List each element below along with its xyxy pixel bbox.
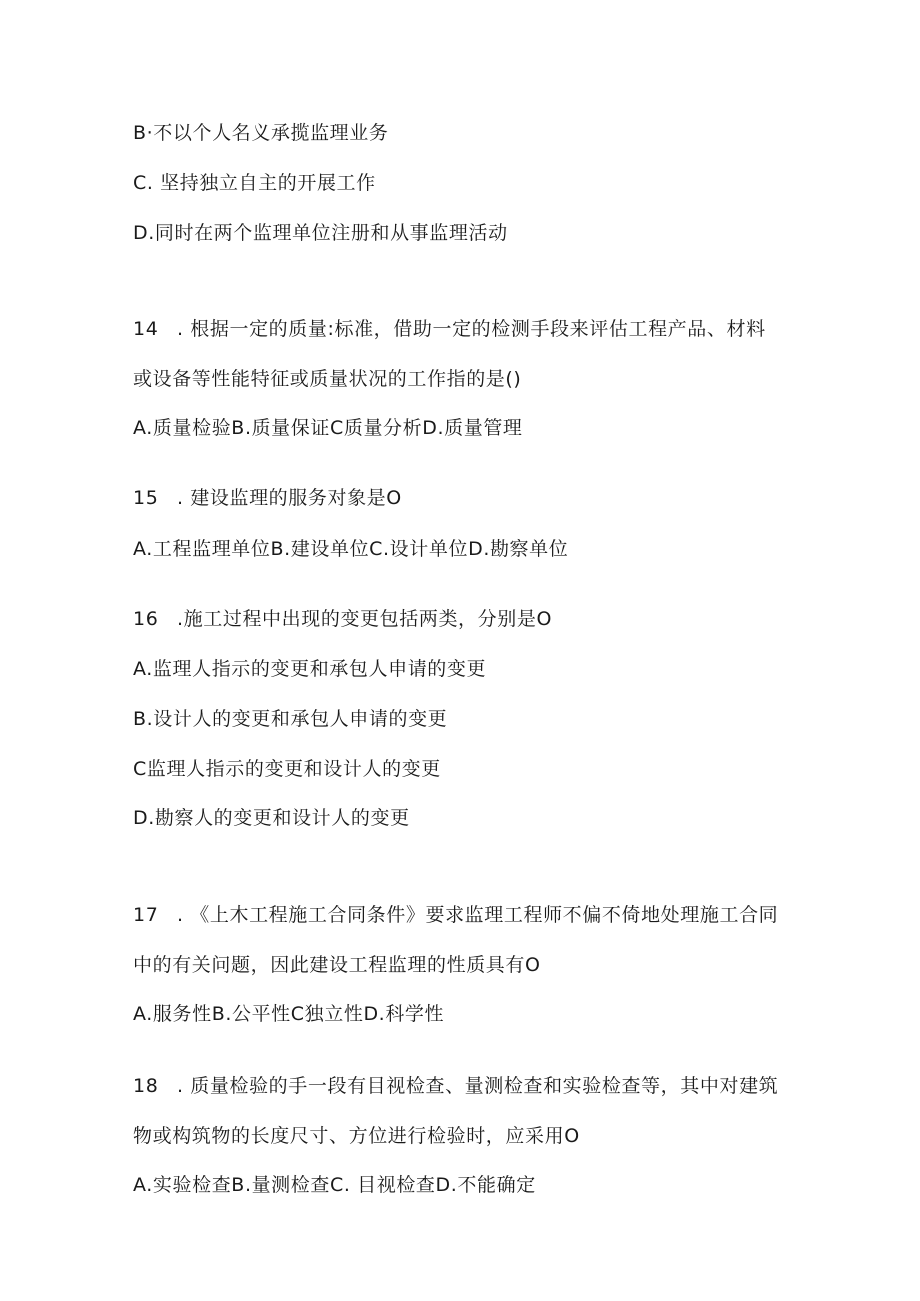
q13-option-b: B·不以个人名义承揽监理业务 (133, 122, 389, 144)
q14-options: A.质量检验B.质量保证C质量分析D.质量管理 (133, 417, 523, 439)
q14-number: 14 (133, 318, 159, 340)
q17-stem-text-1: . 《上木工程施工合同条件》要求监理工程师不偏不倚地处理施工合同 (177, 904, 779, 926)
q17-stem-line2: 中的有关问题，因此建设工程监理的性质具有O (133, 954, 541, 976)
q16-option-c: C监理人指示的变更和设计人的变更 (133, 758, 441, 780)
q18-options: A.实验检查B.量测检查C. 目视检查D.不能确定 (133, 1174, 536, 1196)
q15-number: 15 (133, 487, 159, 509)
q16-stem-text: .施工过程中出现的变更包括两类，分别是O (177, 608, 552, 630)
q18-number: 18 (133, 1075, 159, 1097)
q17-number: 17 (133, 904, 159, 926)
q14-stem-line2: 或设备等性能特征或质量状况的工作指的是() (133, 368, 522, 390)
q17-options: A.服务性B.公平性C独立性D.科学性 (133, 1003, 445, 1025)
q15-options: A.工程监理单位B.建设单位C.设计单位D.勘察单位 (133, 538, 569, 560)
q13-option-c: C. 坚持独立自主的开展工作 (133, 172, 376, 194)
q16-option-d: D.勘察人的变更和设计人的变更 (133, 807, 410, 829)
q16-number: 16 (133, 608, 159, 630)
q15-stem-text: . 建设监理的服务对象是O (177, 487, 402, 509)
q16-option-b: B.设计人的变更和承包人申请的变更 (133, 708, 448, 730)
q16-option-a: A.监理人指示的变更和承包人申请的变更 (133, 658, 487, 680)
q18-stem-line2: 物或构筑物的长度尺寸、方位进行检验时，应采用O (133, 1125, 580, 1147)
q16-stem (133, 607, 552, 631)
q18-stem-line1 (133, 1074, 778, 1098)
q18-stem-text-1: . 质量检验的手一段有目视检查、量测检查和实验检查等，其中对建筑 (177, 1075, 779, 1097)
q17-stem-line1 (133, 903, 778, 927)
q14-stem-line1 (133, 317, 766, 341)
q13-option-d: D.同时在两个监理单位注册和从事监理活动 (133, 222, 508, 244)
q14-stem-text-1: . 根据一定的质量:标准，借助一定的检测手段来评估工程产品、材料 (177, 318, 766, 340)
q15-stem (133, 486, 402, 510)
